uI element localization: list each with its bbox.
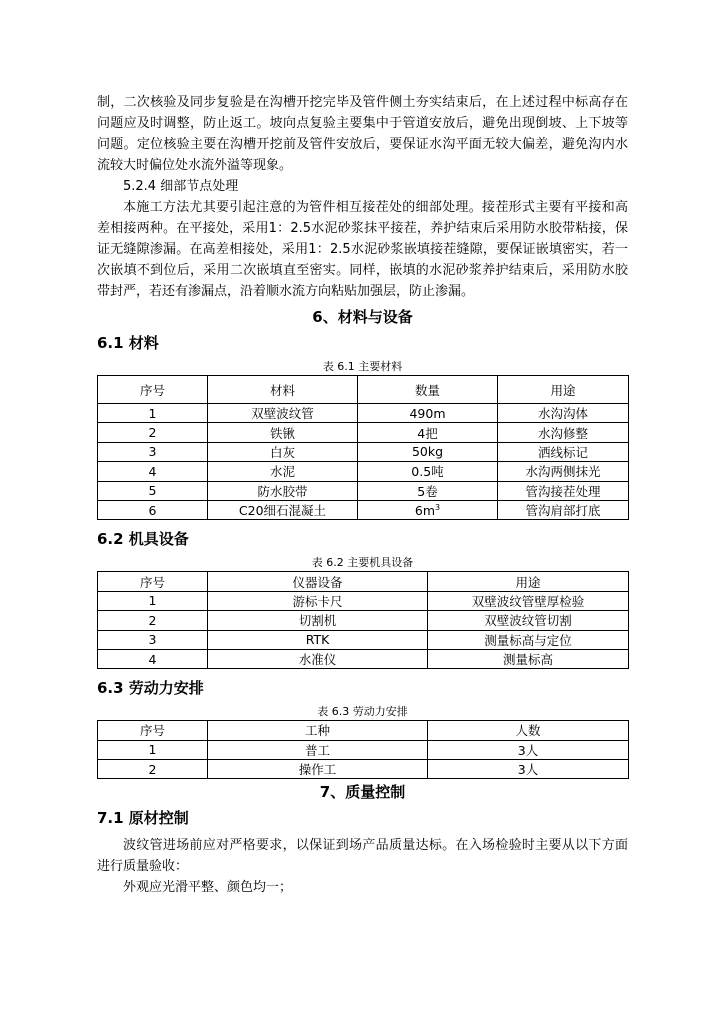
table-row <box>98 649 629 668</box>
table-cell: 铁锹 <box>208 423 358 442</box>
header-cell: 材料 <box>208 376 358 404</box>
table-cell: 1 <box>98 591 208 610</box>
table-cell: RTK <box>208 630 428 649</box>
paragraph-7-1: 波纹管进场前应对严格要求，以保证到场产品质量达标。在入场检验时主要从以下方面进行质量验收： <box>97 838 628 875</box>
table-cell: 水准仪 <box>208 649 428 668</box>
table-cell: 1 <box>98 740 208 759</box>
table-cell: 50kg <box>358 442 498 461</box>
chapter-6-title: 6、材料与设备 <box>312 308 413 326</box>
paragraph-continued: 制，二次核验及同步复验是在沟槽开挖完毕及管件侧土夯实结束后，在上述过程中标高存在问题应及时调整，防止返工。坡向点复验主要集中于管道安放后，避免出现倒坡、上下坡等问题。定位核验主要在沟槽开挖前及管件安放后，要保证水沟平面无较大偏差，避免沟内水流较大时偏位处水流外溢等现象。 <box>97 95 628 173</box>
subheading-5-2-4: 5.2.4 细部节点处理 <box>123 179 239 194</box>
table-row <box>98 500 629 519</box>
table-header-row <box>98 572 629 591</box>
document-page <box>97 92 628 898</box>
table-cell: 4 <box>98 649 208 668</box>
table-cell: 4把 <box>358 423 498 442</box>
table-cell: 2 <box>98 760 208 779</box>
table-row <box>98 462 629 481</box>
table-cell: 1 <box>98 404 208 423</box>
header-cell: 数量 <box>358 376 498 404</box>
table-header-row <box>98 376 629 404</box>
table-cell: 洒线标记 <box>498 442 629 461</box>
table-cell: 水沟沟体 <box>498 404 629 423</box>
header-cell: 仪器设备 <box>208 572 428 591</box>
table-cell: 3 <box>98 442 208 461</box>
table-cell: 切割机 <box>208 611 428 630</box>
table-row <box>98 423 629 442</box>
table-cell: 3 <box>98 630 208 649</box>
header-cell: 用途 <box>498 376 629 404</box>
table-row <box>98 591 629 610</box>
header-cell: 序号 <box>98 721 208 740</box>
paragraph-7-1-item: 外观应光滑平整、颜色均一； <box>123 880 293 896</box>
table-cell: 0.5吨 <box>358 462 498 481</box>
table-6-3-caption: 表 6.3 劳动力安排 <box>317 705 408 719</box>
table-row <box>98 404 629 423</box>
table-cell: 4 <box>98 462 208 481</box>
section-6-2-title: 6.2 机具设备 <box>97 530 189 549</box>
table-6-1-caption: 表 6.1 主要材料 <box>322 360 403 373</box>
quantity-value: 6m <box>414 502 436 518</box>
table-cell: 双壁波纹管切割 <box>428 611 629 630</box>
table-cell: 5 <box>98 481 208 500</box>
table-cell: 双壁波纹管 <box>208 404 358 423</box>
table-cell: 游标卡尺 <box>208 591 428 610</box>
table-cell: 3人 <box>428 760 629 779</box>
table-cell: 双壁波纹管壁厚检验 <box>428 591 629 610</box>
table-row <box>98 760 629 779</box>
header-cell: 序号 <box>98 572 208 591</box>
table-cell: 测量标高与定位 <box>428 630 629 649</box>
table-cell: 2 <box>98 611 208 630</box>
materials-table <box>97 375 629 520</box>
table-cell: 6 <box>98 500 208 519</box>
table-row <box>98 630 629 649</box>
table-cell: 水沟两侧抹光 <box>498 462 629 481</box>
table-cell: 3人 <box>428 740 629 759</box>
table-cell: 普工 <box>208 740 428 759</box>
table-row <box>98 481 629 500</box>
table-cell: 测量标高 <box>428 649 629 668</box>
equipment-table <box>97 571 629 669</box>
table-row <box>98 442 629 461</box>
section-7-1-title: 7.1 原材控制 <box>97 809 189 828</box>
header-cell: 工种 <box>208 721 428 740</box>
header-cell: 序号 <box>98 376 208 404</box>
table-row <box>98 740 629 759</box>
table-cell: C20细石混凝土 <box>208 500 358 519</box>
table-cell: 490m <box>358 404 498 423</box>
table-header-row <box>98 721 629 740</box>
table-cell: 2 <box>98 423 208 442</box>
table-cell: 5卷 <box>358 481 498 500</box>
table-6-2-caption: 表 6.2 主要机具设备 <box>311 556 414 570</box>
section-6-3-title: 6.3 劳动力安排 <box>97 679 204 698</box>
section-6-1-title: 6.1 材料 <box>97 334 159 352</box>
header-cell: 用途 <box>428 572 629 591</box>
quantity-superscript: 3 <box>435 502 441 512</box>
table-cell: 水沟修整 <box>498 423 629 442</box>
table-cell: 管沟肩部打底 <box>498 500 629 519</box>
table-cell: 管沟接茬处理 <box>498 481 629 500</box>
paragraph-5-2-4: 本施工方法尤其要引起注意的为管件相互接茬处的细部处理。接茬形式主要有平接和高差相接两种。在平接处，采用1：2.5水泥砂浆抹平接茬，养护结束后采用防水胶带粘接，保证无缝隙渗漏。在高差相接处，采用1：2.5水泥砂浆嵌填接茬缝隙，要保证嵌填密实，若一次嵌填不到位后，采用二次嵌填直至密实。同样，嵌填的水泥砂浆养护结束后，采用防水胶带封严，若还有渗漏点，沿着顺水流方向粘贴加强层，防止渗漏。 <box>97 200 628 299</box>
table-cell: 白灰 <box>208 442 358 461</box>
table-cell: 防水胶带 <box>208 481 358 500</box>
table-row <box>98 611 629 630</box>
chapter-7-title: 7、质量控制 <box>319 783 406 802</box>
table-cell: 水泥 <box>208 462 358 481</box>
labor-table <box>97 720 629 779</box>
table-cell-quantity <box>358 500 498 519</box>
table-cell: 操作工 <box>208 760 428 779</box>
header-cell: 人数 <box>428 721 629 740</box>
